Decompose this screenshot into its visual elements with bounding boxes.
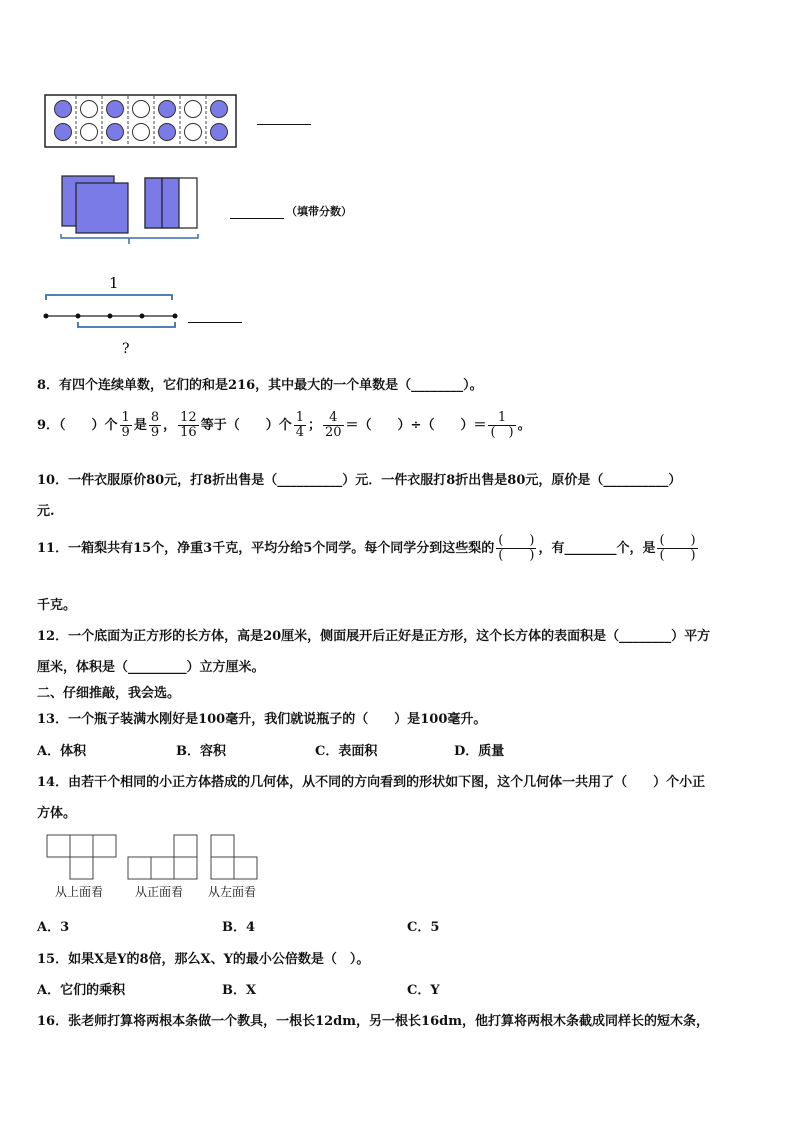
question-10-line-1: 10．一件衣服原价80元，打8折出售是（__________）元．一件衣服打8折出售是80元，原价是（__________） [37, 473, 682, 488]
caption-top-view: 从上面看 [55, 885, 104, 899]
q15-option-b: B．X [222, 983, 257, 998]
number-line-figure [40, 270, 190, 360]
question-14-line-1: 14．由若干个相同的小正方体搭成的几何体，从不同的方向看到的形状如下图，这个几何体一共用了（ ）个小正 [37, 775, 706, 790]
square-front [76, 183, 128, 233]
q15-option-a: A．它们的乘积 [37, 983, 126, 998]
bead-filled [211, 101, 228, 118]
answer-blank-1 [257, 108, 311, 125]
partial-square-fill-2 [162, 178, 179, 228]
caption-left-view: 从左面看 [208, 885, 257, 899]
view-front-figure [127, 834, 199, 882]
squares-figure [58, 174, 208, 250]
fraction-8-9: $\frac{8}{9}$ [150, 410, 160, 440]
question-9: 9．（ ）个 $\frac{1}{9}$ 是 $\frac{8}{9}$ ， $\frac{12}{16}$ 等于（ ）个 $\frac{1}{4}$ ； $\frac{4}{20}$ ＝（ ）÷（ ）＝ $\frac{1}{( )}$ 。 [37, 410, 531, 440]
caption-front-view: 从正面看 [135, 885, 184, 899]
number-line-top-label: 1 [109, 274, 119, 292]
q13-option-d: D．质量 [454, 744, 505, 759]
question-15: 15．如果X是Y的8倍，那么X、Y的最小公倍数是（ ）。 [37, 952, 370, 967]
fraction-1-blank: $\frac{1}{( )}$ [490, 410, 514, 440]
question-12-line-2: 厘米，体积是（_________）立方厘米。 [37, 660, 265, 675]
bottom-brace [78, 322, 175, 327]
fraction-blank-a: $\frac{( )}{( )}$ [498, 533, 535, 563]
bead-empty [81, 124, 98, 141]
squares-brace [61, 234, 198, 244]
bead-filled [107, 101, 124, 118]
top-brace [46, 295, 172, 300]
number-line-bottom-label: ? [122, 341, 130, 357]
question-14-line-2: 方体。 [37, 806, 77, 821]
mixed-number-hint: （填带分数） [286, 205, 352, 218]
q13-option-c: C．表面积 [315, 744, 378, 759]
view-top-figure [46, 834, 118, 882]
q14-option-b: B．4 [222, 920, 256, 935]
bead-empty [81, 101, 98, 118]
q13-option-b: B．容积 [176, 744, 226, 759]
question-12-line-1: 12．一个底面为正方形的长方体，高是20厘米，侧面展开后正好是正方形，这个长方体的表面积是（________）平方 [37, 629, 711, 644]
bead-empty [185, 101, 202, 118]
q13-option-a: A．体积 [37, 744, 87, 759]
fraction-12-16: $\frac{12}{16}$ [180, 410, 197, 440]
fraction-blank-b: $\frac{( )}{( )}$ [659, 533, 696, 563]
fraction-1-4: $\frac{1}{4}$ [295, 410, 304, 440]
bead-empty [133, 101, 150, 118]
bead-filled [159, 101, 176, 118]
question-16: 16．张老师打算将两根本条做一个教具，一根长12dm，另一根长16dm，他打算将两根木条截成同样长的短木条， [37, 1014, 709, 1029]
bead-group [55, 101, 228, 141]
bead-filled [55, 101, 72, 118]
question-8: 8．有四个连续单数，它们的和是216，其中最大的一个单数是（________）。 [37, 378, 483, 393]
question-10-line-2: 元. [37, 504, 55, 519]
q15-option-c: C．Y [407, 983, 440, 998]
bead-filled [55, 124, 72, 141]
bead-empty [133, 124, 150, 141]
bead-filled [107, 124, 124, 141]
bead-frame-figure [44, 94, 238, 148]
answer-blank-3 [188, 306, 242, 323]
section-2-heading: 二、仔细推敲，我会选。 [37, 686, 181, 701]
bead-filled [211, 124, 228, 141]
fraction-4-20: $\frac{4}{20}$ [325, 410, 342, 440]
bead-empty [185, 124, 202, 141]
answer-blank-2 [230, 202, 284, 219]
question-13: 13．一个瓶子装满水刚好是100毫升，我们就说瓶子的（ ）是100毫升。 [37, 712, 487, 727]
question-11-line-2: 千克。 [37, 598, 77, 613]
q14-option-a: A．3 [37, 920, 70, 935]
q14-option-c: C．5 [407, 920, 440, 935]
partial-square-fill-1 [145, 178, 162, 228]
bead-filled [159, 124, 176, 141]
fraction-1-9: $\frac{1}{9}$ [121, 410, 130, 440]
view-left-figure [210, 834, 260, 882]
question-11-line-1: 11．一箱梨共有15个，净重3千克，平均分给5个同学。每个同学分到这些梨的 $\frac{( )}{( )}$ ，有________个，是 $\frac{( )}{( )}$ [37, 533, 696, 563]
